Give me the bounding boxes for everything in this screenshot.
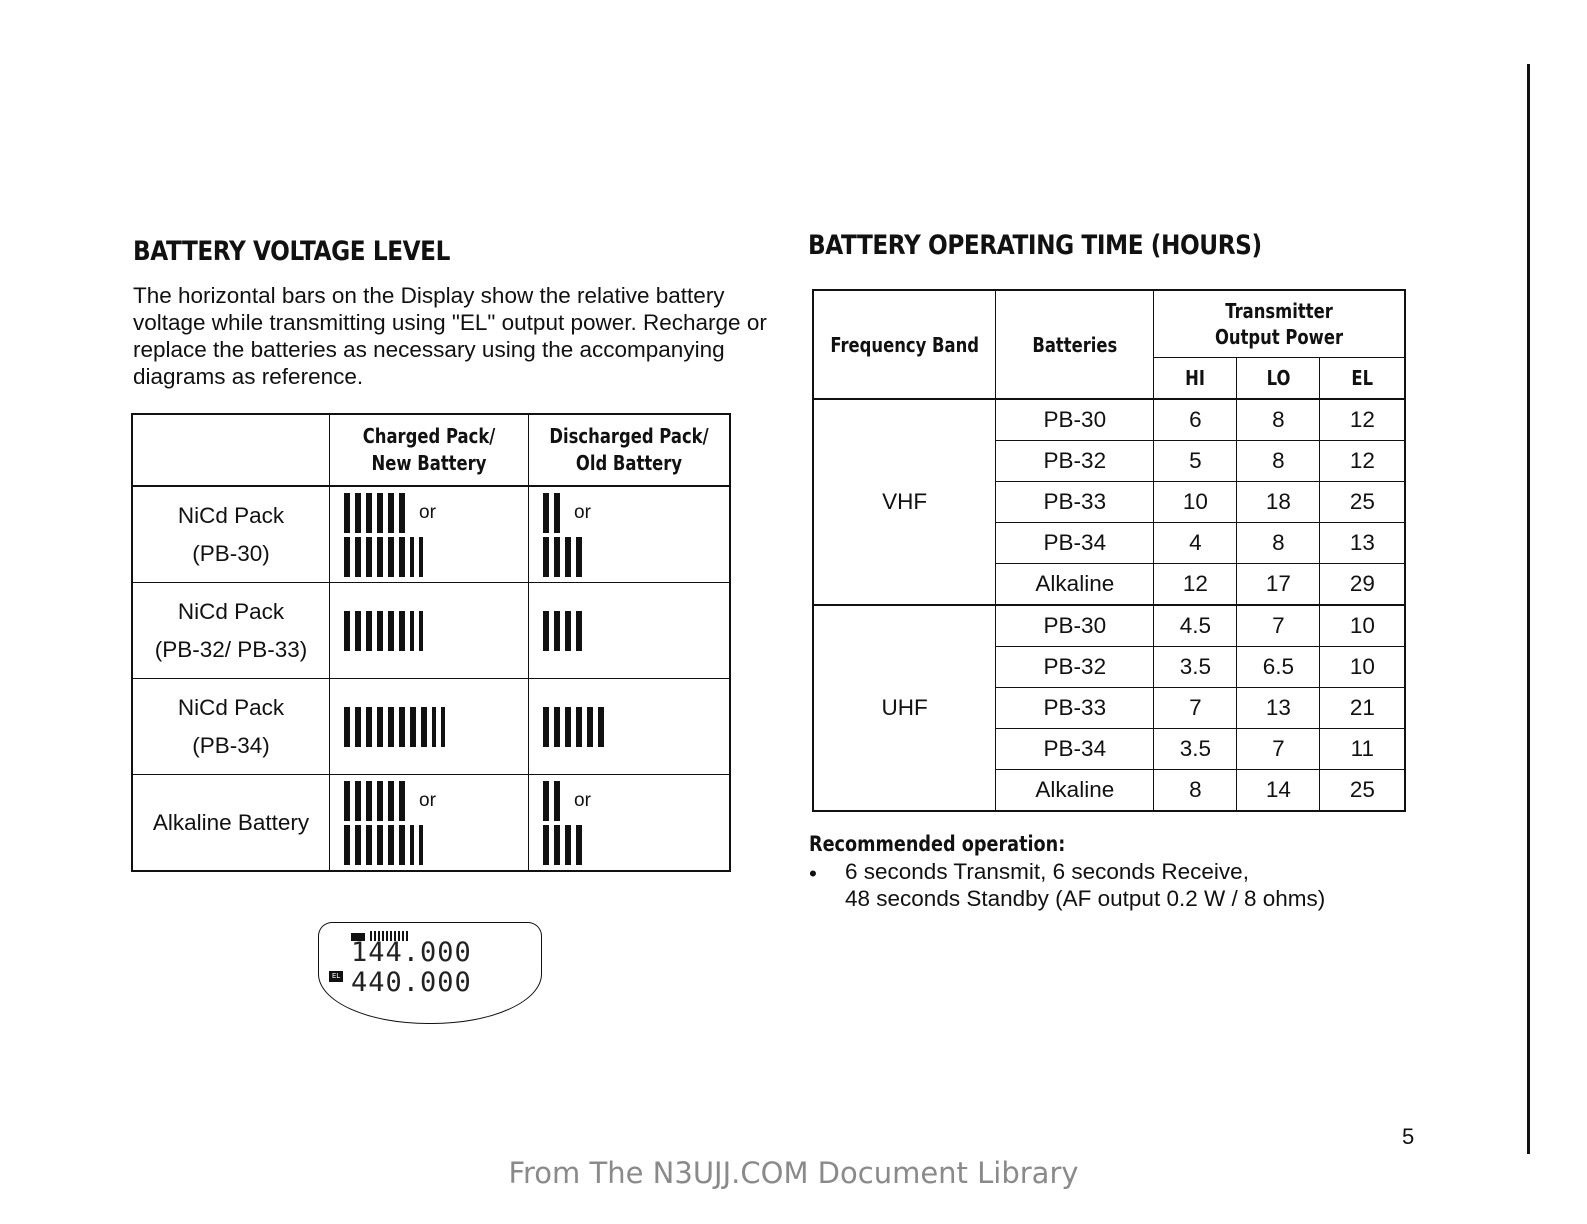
battery-bar [366,493,372,533]
battery-label-cell [132,486,330,583]
discharged-bars-cell [529,679,731,775]
bar-graph-icon [543,611,582,651]
battery-bar [399,537,405,577]
lo-cell: 17 [1237,564,1320,606]
table-row [132,679,730,775]
battery-cell: PB-33 [996,482,1154,523]
or-label: or [419,789,436,811]
lo-cell: 8 [1237,523,1320,564]
battery-bar [543,537,549,577]
battery-cell: PB-30 [996,605,1154,647]
or-label: or [419,501,436,523]
page-number: 5 [1402,1124,1415,1149]
battery-voltage-heading: BATTERY VOLTAGE LEVEL [133,236,450,267]
battery-bar [419,611,423,651]
header-el [1320,358,1406,400]
battery-bar [565,611,571,651]
el-cell: 21 [1320,688,1406,729]
battery-bar [554,707,560,747]
header-lo [1237,358,1320,400]
battery-cell: Alkaline [996,770,1154,812]
battery-bar [399,781,405,821]
battery-bar [410,825,414,865]
bar-graph-icon [344,493,405,533]
discharged-bars-cell [529,775,731,872]
battery-label-line2: (PB-34) [192,732,270,758]
battery-bar [554,493,560,533]
hi-cell: 5 [1154,441,1237,482]
battery-bar [366,611,372,651]
battery-label-cell [132,583,330,679]
header-discharged-line2: Old Battery [575,451,683,475]
table-header-row [132,414,730,486]
bar-graph-icon [543,781,560,821]
header-discharged [529,414,731,486]
lcd-frequency-line2: 440.000 [351,967,472,998]
discharged-bars-cell [529,583,731,679]
bar-graph-icon [543,537,582,577]
lo-cell: 7 [1237,605,1320,647]
el-cell: 11 [1320,729,1406,770]
battery-bar [399,707,405,747]
el-cell: 29 [1320,564,1406,606]
battery-bar [355,611,361,651]
lo-cell: 8 [1237,399,1320,441]
battery-bar [543,825,549,865]
bar-graph-icon [344,825,423,865]
el-badge-icon: EL [329,971,343,982]
battery-bar [344,707,350,747]
battery-cell: PB-30 [996,399,1154,441]
header-batteries [996,290,1154,399]
lo-cell: 18 [1237,482,1320,523]
header-frequency-band [813,290,996,399]
battery-bar [377,611,383,651]
battery-bar [388,537,394,577]
charged-bars-cell [330,679,529,775]
battery-bar [543,707,549,747]
battery-bar [366,537,372,577]
battery-bar [388,493,394,533]
discharged-bars-cell [529,486,731,583]
battery-bar [377,537,383,577]
battery-bar [576,537,582,577]
battery-bar [441,707,445,747]
battery-bar [355,781,361,821]
recommended-line2: 48 seconds Standby (AF output 0.2 W / 8 ohms) [845,886,1326,911]
battery-bar [344,781,350,821]
battery-bar [421,707,427,747]
battery-bar [377,707,383,747]
el-cell: 25 [1320,482,1406,523]
table-row [813,399,1405,441]
el-cell: 12 [1320,441,1406,482]
header-el-text: EL [1351,366,1374,390]
battery-bar [419,537,423,577]
battery-bar [366,707,372,747]
header-frequency-text: Frequency Band [830,332,980,357]
battery-bar [554,611,560,651]
battery-bar [543,493,549,533]
el-cell: 12 [1320,399,1406,441]
battery-cell: PB-34 [996,729,1154,770]
bar-graph-icon [344,537,423,577]
el-cell: 13 [1320,523,1406,564]
battery-bar [388,707,394,747]
battery-bar [410,707,416,747]
table-row [132,775,730,872]
battery-bar [355,825,361,865]
battery-bar [554,781,560,821]
battery-label-line1: Alkaline Battery [152,809,310,835]
battery-bar [410,537,414,577]
bar-graph-icon [344,611,423,651]
battery-bar [565,537,571,577]
battery-label-cell [132,775,330,872]
hi-cell: 4.5 [1154,605,1237,647]
header-output-power [1154,290,1406,358]
battery-label-line2: (PB-32/ PB-33) [154,636,308,662]
bar-graph-icon [344,781,405,821]
battery-bar [355,537,361,577]
el-cell: 10 [1320,647,1406,688]
battery-bar [410,611,414,651]
lcd-frequency-line1: 144.000 [351,937,472,968]
battery-label-line1: NiCd Pack [177,694,285,720]
battery-bar [576,611,582,651]
charged-bars-cell [330,486,529,583]
battery-bar [366,781,372,821]
bullet-icon: • [809,861,817,886]
battery-bar [344,611,350,651]
recommended-operation-text [845,858,1405,912]
lo-cell: 6.5 [1237,647,1320,688]
battery-bar [598,707,604,747]
battery-bar [377,493,383,533]
hi-cell: 3.5 [1154,647,1237,688]
header-hi-text: HI [1185,366,1206,390]
battery-bar [399,611,405,651]
bar-graph-icon [543,493,560,533]
battery-bar [355,707,361,747]
battery-bar [576,825,582,865]
hi-cell: 6 [1154,399,1237,441]
battery-bar [576,707,582,747]
lo-cell: 8 [1237,441,1320,482]
lo-cell: 7 [1237,729,1320,770]
hi-cell: 7 [1154,688,1237,729]
table-row [132,486,730,583]
table-header-row [813,290,1405,358]
band-cell-uhf: UHF [813,605,996,811]
battery-bar [399,825,405,865]
battery-bar [399,493,405,533]
el-cell: 25 [1320,770,1406,812]
battery-bar [388,781,394,821]
header-hi [1154,358,1237,400]
operating-time-heading: BATTERY OPERATING TIME (HOURS) [808,230,1262,261]
battery-bar [554,537,560,577]
lo-cell: 14 [1237,770,1320,812]
or-label: or [574,501,591,523]
el-cell: 10 [1320,605,1406,647]
battery-bar [543,611,549,651]
hi-cell: 12 [1154,564,1237,606]
battery-bar [344,537,350,577]
battery-bar [432,707,436,747]
battery-label-cell [132,679,330,775]
battery-bar [565,825,571,865]
battery-bar [388,611,394,651]
hi-cell: 4 [1154,523,1237,564]
battery-bar [355,493,361,533]
header-discharged-line1: Discharged Pack/ [549,424,709,448]
or-label: or [574,789,591,811]
battery-label-line1: NiCd Pack [177,598,285,624]
battery-bar [377,781,383,821]
lo-cell: 13 [1237,688,1320,729]
header-lo-text: LO [1266,366,1291,390]
battery-bar [377,825,383,865]
band-cell-vhf: VHF [813,399,996,605]
table-row [813,605,1405,647]
battery-cell: PB-32 [996,441,1154,482]
bar-graph-icon [543,707,604,747]
recommended-line1: 6 seconds Transmit, 6 seconds Receive, [845,859,1249,884]
operating-time-table [812,289,1406,812]
lcd-display-illustration [318,922,542,1024]
battery-bar [344,825,350,865]
header-batteries-text: Batteries [1032,332,1118,357]
bar-graph-icon [543,825,582,865]
battery-bar [565,707,571,747]
charged-bars-cell [330,583,529,679]
page-edge-rule [1527,64,1530,1154]
hi-cell: 10 [1154,482,1237,523]
battery-cell: PB-33 [996,688,1154,729]
battery-bar [419,825,423,865]
charged-bars-cell [330,775,529,872]
battery-cell: Alkaline [996,564,1154,606]
footer-watermark: From The N3UJJ.COM Document Library [508,1156,1079,1190]
battery-bar [543,781,549,821]
voltage-paragraph: The horizontal bars on the Display show the relative battery voltage while transmitting using "EL" output power. Recharge or replace the batteries as necessary using the accompanying diagrams as reference. [133,283,767,389]
battery-cell: PB-32 [996,647,1154,688]
header-empty-cell [132,414,330,486]
battery-bar [366,825,372,865]
bar-graph-icon [344,707,445,747]
recommended-operation-title: Recommended operation: [809,832,1066,856]
battery-bar [587,707,593,747]
battery-cell: PB-34 [996,523,1154,564]
header-charged-line1: Charged Pack/ [362,424,496,448]
header-charged-line2: New Battery [371,451,487,475]
battery-label-line2: (PB-30) [192,540,270,566]
battery-bar [554,825,560,865]
header-output-power-text: Transmitter Output Power [1215,299,1344,349]
table-row [132,583,730,679]
header-charged [330,414,529,486]
battery-label-line1: NiCd Pack [177,502,285,528]
battery-bar [388,825,394,865]
hi-cell: 3.5 [1154,729,1237,770]
hi-cell: 8 [1154,770,1237,812]
voltage-level-table [131,413,731,872]
battery-bar [344,493,350,533]
